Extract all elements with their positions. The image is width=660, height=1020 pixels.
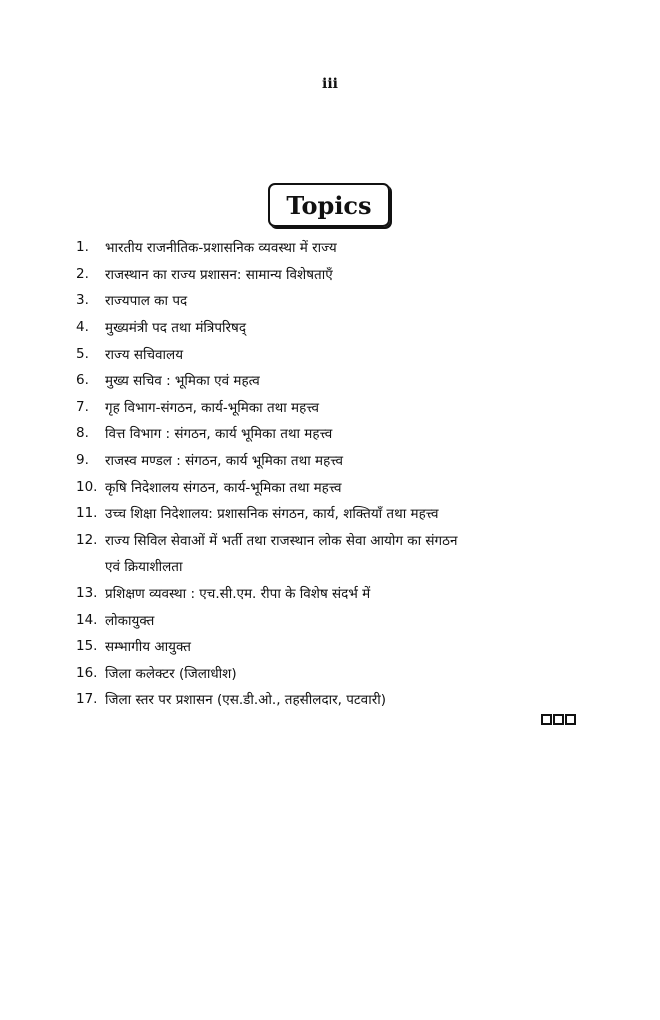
topic-number: 7.	[76, 398, 89, 415]
topic-number: 8.	[76, 425, 89, 442]
topic-text: राजस्थान का राज्य प्रशासन: सामान्य विशेषताएँ	[105, 266, 333, 283]
topic-number: 3.	[76, 292, 89, 309]
topic-text: मुख्यमंत्री पद तथा मंत्रिपरिषद्	[105, 320, 247, 337]
box-icon	[541, 714, 552, 725]
topics-list	[76, 234, 596, 713]
topic-text: वित्त विभाग : संगठन, कार्य भूमिका तथा महत्त्व	[105, 426, 333, 443]
topic-number: 9.	[76, 452, 89, 469]
topic-item	[76, 340, 596, 367]
topic-item	[76, 420, 596, 447]
topic-number: 12.	[76, 531, 98, 548]
topic-item	[76, 287, 596, 314]
topic-item	[76, 580, 596, 607]
topic-number: 6.	[76, 372, 89, 389]
topic-text: लोकायुक्त	[105, 612, 155, 629]
topic-text: राज्य सिविल सेवाओं में भर्ती तथा राजस्थान लोक सेवा आयोग का संगठन	[105, 532, 458, 549]
topic-text: उच्च शिक्षा निदेशालय: प्रशासनिक संगठन, कार्य, शक्तियाँ तथा महत्त्व	[105, 506, 439, 523]
topic-number: 13.	[76, 585, 98, 602]
topic-item	[76, 314, 596, 341]
topic-text: राज्य सचिवालय	[105, 346, 184, 363]
topic-number: 16.	[76, 664, 98, 681]
topic-number: 4.	[76, 319, 89, 336]
topic-number: 15.	[76, 638, 98, 655]
page-number: iii	[322, 76, 338, 92]
topic-item	[76, 500, 596, 527]
topic-item	[76, 447, 596, 474]
topic-item	[76, 633, 596, 660]
box-icon	[553, 714, 564, 725]
topic-number: 17.	[76, 691, 98, 708]
topic-number: 10.	[76, 478, 98, 495]
topic-item	[76, 234, 596, 261]
topics-heading: Topics	[268, 183, 390, 227]
topic-item	[76, 606, 596, 633]
topic-item	[76, 367, 596, 394]
box-icon	[565, 714, 576, 725]
topic-item	[76, 686, 596, 713]
topic-number: 2.	[76, 265, 89, 282]
topic-text: जिला स्तर पर प्रशासन (एस.डी.ओ., तहसीलदार, पटवारी)	[105, 692, 386, 709]
end-marker	[541, 714, 576, 725]
topic-text: राजस्व मण्डल : संगठन, कार्य भूमिका तथा महत्त्व	[105, 453, 343, 470]
topic-text: राज्यपाल का पद	[105, 293, 188, 310]
topic-text: मुख्य सचिव : भूमिका एवं महत्व	[105, 373, 260, 390]
topic-text: भारतीय राजनीतिक-प्रशासनिक व्यवस्था में राज्य	[105, 240, 337, 257]
topic-number: 5.	[76, 345, 89, 362]
topic-text: प्रशिक्षण व्यवस्था : एच.सी.एम. रीपा के विशेष संदर्भ में	[105, 586, 371, 603]
topic-number: 11.	[76, 505, 98, 522]
topic-item	[76, 261, 596, 288]
topic-text-continuation: एवं क्रियाशीलता	[105, 559, 183, 576]
topic-item	[76, 660, 596, 687]
topic-item	[76, 527, 596, 554]
topic-item	[76, 473, 596, 500]
topic-text: गृह विभाग-संगठन, कार्य-भूमिका तथा महत्त्व	[105, 399, 320, 416]
topic-number: 1.	[76, 239, 89, 256]
topic-text: कृषि निदेशालय संगठन, कार्य-भूमिका तथा महत्त्व	[105, 479, 342, 496]
topic-number: 14.	[76, 611, 98, 628]
topic-text: सम्भागीय आयुक्त	[105, 639, 191, 656]
topic-text: जिला कलेक्टर (जिलाधीश)	[105, 665, 237, 682]
topic-item	[76, 394, 596, 421]
